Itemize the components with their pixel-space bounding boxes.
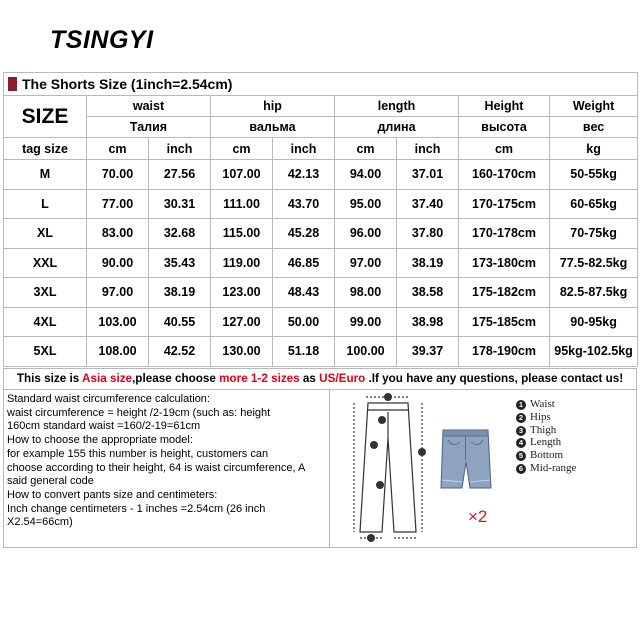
- weight-cell: 60-65kg: [550, 189, 638, 219]
- notice-asia-size: Asia size: [82, 372, 133, 385]
- notice-text-2: ,please choose: [132, 372, 220, 385]
- waist-inch-cell: 42.52: [149, 337, 211, 367]
- unit-height: cm: [459, 138, 550, 160]
- guide-line: for example 155 this number is height, customers can: [7, 447, 269, 460]
- guide-line: Inch change centimeters - 1 inches =2.54cm (26 inch: [7, 502, 266, 515]
- length-inch-cell: 38.19: [397, 248, 459, 278]
- quantity-label: ×2: [468, 507, 488, 526]
- guide-line: choose according to their height, 64 is waist circumference, A: [7, 461, 306, 474]
- number-3-icon: 3: [516, 426, 526, 436]
- asia-size-notice: [3, 368, 637, 390]
- tag-size-cell: XXL: [4, 248, 87, 278]
- hip-cm-cell: 130.00: [211, 337, 273, 367]
- hip-inch-cell: 45.28: [273, 219, 335, 249]
- length-inch-cell: 37.40: [397, 189, 459, 219]
- unit-cm: cm: [87, 138, 149, 160]
- hip-inch-cell: 42.13: [273, 160, 335, 190]
- header-height: Height: [459, 96, 550, 117]
- length-cm-cell: 94.00: [335, 160, 397, 190]
- legend-item-waist: [516, 398, 576, 411]
- header-length: length: [335, 96, 459, 117]
- tag-size-cell: XL: [4, 219, 87, 249]
- header-row-ru: [4, 117, 638, 138]
- table-title-row: [4, 73, 638, 96]
- table-row: [4, 307, 638, 337]
- header-height-ru: высота: [459, 117, 550, 138]
- tag-size-cell: L: [4, 189, 87, 219]
- header-hip-ru: вальма: [211, 117, 335, 138]
- header-waist-ru: Талия: [87, 117, 211, 138]
- length-inch-cell: 37.80: [397, 219, 459, 249]
- table-row: [4, 189, 638, 219]
- number-4-icon: 4: [516, 438, 526, 448]
- header-weight-ru: вес: [550, 117, 638, 138]
- length-cm-cell: 98.00: [335, 278, 397, 308]
- waist-inch-cell: 35.43: [149, 248, 211, 278]
- legend-item-hips: [516, 411, 576, 424]
- header-waist: waist: [87, 96, 211, 117]
- hip-inch-cell: 51.18: [273, 337, 335, 367]
- guide-line: X2.54=66cm): [7, 516, 73, 529]
- unit-inch: inch: [273, 138, 335, 160]
- legend-item-thigh: [516, 424, 576, 437]
- number-5-icon: 5: [516, 451, 526, 461]
- waist-cm-cell: 83.00: [87, 219, 149, 249]
- waist-inch-cell: 38.19: [149, 278, 211, 308]
- size-header: SIZE: [4, 96, 87, 138]
- tag-size-cell: M: [4, 160, 87, 190]
- hip-cm-cell: 119.00: [211, 248, 273, 278]
- hip-cm-cell: 123.00: [211, 278, 273, 308]
- header-row-en: [4, 96, 638, 117]
- waist-cm-cell: 108.00: [87, 337, 149, 367]
- hip-inch-cell: 43.70: [273, 189, 335, 219]
- guide-line: How to convert pants size and centimeters:: [7, 488, 218, 501]
- height-cell: 160-170cm: [459, 160, 550, 190]
- size-chart-table: [3, 72, 638, 367]
- unit-inch: inch: [397, 138, 459, 160]
- hip-inch-cell: 46.85: [273, 248, 335, 278]
- notice-text-4: .If you have any questions, please contact us!: [365, 372, 624, 385]
- waist-cm-cell: 103.00: [87, 307, 149, 337]
- unit-cm: cm: [335, 138, 397, 160]
- guide-line: waist circumference = height /2-19cm (such as: height: [7, 406, 271, 419]
- length-cm-cell: 95.00: [335, 189, 397, 219]
- legend-label: Length: [530, 436, 562, 449]
- waist-cm-cell: 70.00: [87, 160, 149, 190]
- table-row: [4, 278, 638, 308]
- waist-cm-cell: 97.00: [87, 278, 149, 308]
- height-cell: 175-185cm: [459, 307, 550, 337]
- brand-logo: TSINGYI: [50, 26, 154, 54]
- tag-size-cell: 3XL: [4, 278, 87, 308]
- weight-cell: 90-95kg: [550, 307, 638, 337]
- header-length-ru: длина: [335, 117, 459, 138]
- table-row: [4, 160, 638, 190]
- length-cm-cell: 100.00: [335, 337, 397, 367]
- notice-more-sizes: more 1-2 sizes: [219, 372, 300, 385]
- tag-size-header: tag size: [4, 138, 87, 160]
- legend-item-mid-range: [516, 462, 576, 475]
- number-2-icon: 2: [516, 413, 526, 423]
- waist-cm-cell: 90.00: [87, 248, 149, 278]
- hip-cm-cell: 107.00: [211, 160, 273, 190]
- legend-label: Mid-range: [530, 461, 577, 474]
- table-title: [4, 73, 638, 96]
- length-inch-cell: 38.58: [397, 278, 459, 308]
- hip-cm-cell: 115.00: [211, 219, 273, 249]
- waist-inch-cell: 30.31: [149, 189, 211, 219]
- table-row: [4, 219, 638, 249]
- header-weight: Weight: [550, 96, 638, 117]
- height-cell: 175-182cm: [459, 278, 550, 308]
- legend-label: Hips: [530, 410, 551, 423]
- weight-cell: 70-75kg: [550, 219, 638, 249]
- length-cm-cell: 97.00: [335, 248, 397, 278]
- legend-item-bottom: [516, 449, 576, 462]
- notice-text-3: as: [299, 372, 320, 385]
- length-cm-cell: 96.00: [335, 219, 397, 249]
- guide-line: 160cm standard waist =160/2-19=61cm: [7, 420, 201, 433]
- legend-label: Bottom: [530, 449, 564, 462]
- length-inch-cell: 38.98: [397, 307, 459, 337]
- hip-cm-cell: 111.00: [211, 189, 273, 219]
- hip-inch-cell: 50.00: [273, 307, 335, 337]
- unit-weight: kg: [550, 138, 638, 160]
- weight-cell: 82.5-87.5kg: [550, 278, 638, 308]
- height-cell: 173-180cm: [459, 248, 550, 278]
- notice-us-euro: US/Euro: [319, 372, 366, 385]
- guide-line: Standard waist circumference calculation:: [7, 393, 210, 405]
- weight-cell: 50-55kg: [550, 160, 638, 190]
- guide-line: said general code: [7, 475, 94, 488]
- guide-line: How to choose the appropriate model:: [7, 434, 193, 447]
- measurement-legend: [516, 398, 576, 475]
- height-cell: 178-190cm: [459, 337, 550, 367]
- waist-inch-cell: 27.56: [149, 160, 211, 190]
- length-inch-cell: 37.01: [397, 160, 459, 190]
- tag-size-cell: 4XL: [4, 307, 87, 337]
- size-rows: [4, 160, 638, 367]
- weight-cell: 77.5-82.5kg: [550, 248, 638, 278]
- header-hip: hip: [211, 96, 335, 117]
- number-6-icon: 6: [516, 464, 526, 474]
- waist-inch-cell: 40.55: [149, 307, 211, 337]
- table-row: [4, 337, 638, 367]
- size-guide-text: [3, 390, 330, 548]
- table-row: [4, 248, 638, 278]
- length-cm-cell: 99.00: [335, 307, 397, 337]
- height-cell: 170-178cm: [459, 219, 550, 249]
- length-inch-cell: 39.37: [397, 337, 459, 367]
- weight-cell: 95kg-102.5kg: [550, 337, 638, 367]
- unit-inch: inch: [149, 138, 211, 160]
- measurement-diagram: [330, 390, 637, 548]
- header-row-units: [4, 138, 638, 160]
- legend-label: Waist: [530, 398, 555, 410]
- table-title-text: The Shorts Size (1inch=2.54cm): [22, 76, 233, 92]
- legend-label: Thigh: [530, 423, 557, 436]
- waist-cm-cell: 77.00: [87, 189, 149, 219]
- hip-inch-cell: 48.43: [273, 278, 335, 308]
- unit-cm: cm: [211, 138, 273, 160]
- number-1-icon: 1: [516, 400, 526, 410]
- hip-cm-cell: 127.00: [211, 307, 273, 337]
- tag-size-cell: 5XL: [4, 337, 87, 367]
- waist-inch-cell: 32.68: [149, 219, 211, 249]
- notice-text-1: This size is: [16, 372, 83, 385]
- title-marker-icon: [8, 77, 17, 91]
- legend-item-length: [516, 436, 576, 449]
- height-cell: 170-175cm: [459, 189, 550, 219]
